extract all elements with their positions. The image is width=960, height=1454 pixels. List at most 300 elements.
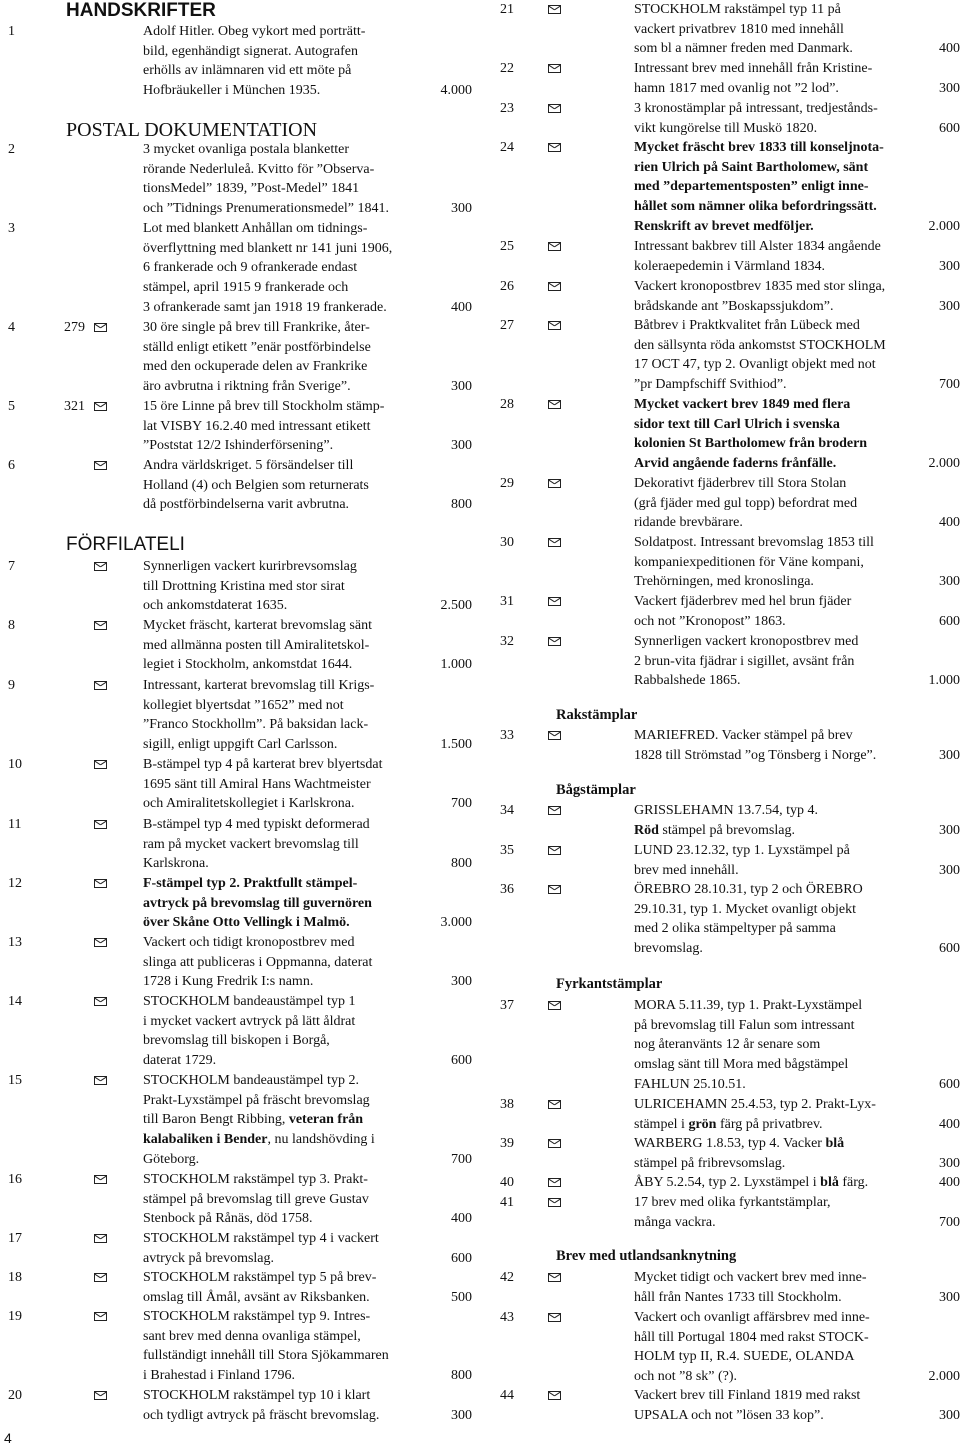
lot-price: 1.000 bbox=[928, 673, 960, 689]
description-line: daterat 1729. 600 bbox=[143, 1051, 480, 1071]
description-line: STOCKHOLM rakstämpel typ 5 på brev- bbox=[143, 1270, 377, 1285]
lot-number: 1 bbox=[8, 24, 15, 39]
lot-description bbox=[634, 632, 960, 691]
lot-number: 42 bbox=[500, 1270, 514, 1285]
lot-description bbox=[634, 592, 960, 631]
description-line: Mycket tidigt och vackert brev med inne- bbox=[634, 1270, 867, 1285]
envelope-icon bbox=[94, 760, 107, 769]
envelope-icon bbox=[548, 104, 561, 113]
description-line: 3 kronostämplar på intressant, tredjestånds- bbox=[634, 101, 878, 116]
description-line: ”Poststat 12/2 Ishinderförsening”. 300 bbox=[143, 436, 480, 456]
description-line: 3 mycket ovanliga postala blanketter bbox=[143, 142, 350, 157]
description-line: omslag sänt till Mora med bågstämpel bbox=[634, 1057, 849, 1073]
envelope-icon bbox=[94, 323, 107, 332]
description-line: legiet i Stockholm, ankomstdat 1644. 1.000 bbox=[143, 655, 480, 675]
description-line: 2 brun-vita fjädrar i sigillet, avsänt från bbox=[634, 653, 855, 669]
lot-price: 300 bbox=[939, 1289, 960, 1305]
lot-number: 39 bbox=[500, 1136, 514, 1151]
description-line: till Drottning Kristina med stor sirat bbox=[143, 578, 345, 594]
description-line: stämpel på brevomslag till greve Gustav bbox=[143, 1191, 369, 1207]
description-line: Intressant brev med innehåll från Kristine- bbox=[634, 61, 873, 76]
envelope-icon bbox=[548, 479, 561, 488]
description-line: i mycket vackert avtryck på lätt åldrat bbox=[143, 1013, 356, 1029]
envelope-icon bbox=[94, 1391, 107, 1400]
envelope-icon bbox=[548, 5, 561, 14]
lot-price: 400 bbox=[939, 515, 960, 531]
lot-description bbox=[143, 755, 480, 814]
description-line: bild, egenhändigt signerat. Autografen bbox=[143, 43, 358, 59]
envelope-icon bbox=[548, 637, 561, 646]
lot-description bbox=[634, 1095, 960, 1134]
lot-price: 2.000 bbox=[928, 1369, 960, 1385]
description-line: till Baron Bengt Ribbing, veteran från bbox=[143, 1112, 364, 1128]
description-line: WARBERG 1.8.53, typ 4. Vacker blå bbox=[634, 1136, 845, 1151]
lot-number: 3 bbox=[8, 221, 15, 236]
description-line: koleraepedemin i Värmland 1834. 300 bbox=[634, 257, 960, 277]
description-line: 29.10.31, typ 1. Mycket ovanligt objekt bbox=[634, 901, 857, 917]
lot-description bbox=[634, 1134, 960, 1173]
description-line: som bl a nämner freden med Danmark. 400 bbox=[634, 39, 960, 59]
envelope-icon bbox=[94, 1175, 107, 1184]
description-line: brev med innehåll. 300 bbox=[634, 861, 960, 881]
page-number: 4 bbox=[4, 1430, 12, 1446]
lot-description bbox=[634, 841, 960, 880]
lot-description bbox=[634, 277, 960, 316]
lot-number: 17 bbox=[8, 1231, 22, 1246]
description-line: Hofbräukeller i München 1935. 4.000 bbox=[143, 81, 480, 101]
lot-description bbox=[634, 996, 960, 1094]
description-line: och Amiralitetskollegiet i Karlskrona. 700 bbox=[143, 794, 480, 814]
lot-number: 14 bbox=[8, 994, 22, 1009]
description-line: Synnerligen vackert kurirbrevsomslag bbox=[143, 559, 357, 574]
lot-price: 600 bbox=[939, 613, 960, 629]
lot-description bbox=[143, 815, 480, 874]
lot-number: 19 bbox=[8, 1309, 22, 1324]
envelope-icon bbox=[94, 562, 107, 571]
lot-number: 9 bbox=[8, 678, 15, 693]
envelope-icon bbox=[548, 846, 561, 855]
description-line: ställd enligt etikett ”enär postförbindelse bbox=[143, 339, 371, 355]
description-line: 1695 sänt till Amiral Hans Wachtmeister bbox=[143, 776, 371, 792]
description-line: Röd stämpel på brevomslag. 300 bbox=[634, 821, 960, 841]
lot-number: 34 bbox=[500, 803, 514, 818]
description-line: sigill, enligt uppgift Carl Carlsson. 1.500 bbox=[143, 735, 480, 755]
lot-number: 4 bbox=[8, 320, 15, 335]
envelope-icon bbox=[548, 597, 561, 606]
envelope-icon bbox=[94, 621, 107, 630]
envelope-icon bbox=[548, 321, 561, 330]
description-line: hamn 1817 med ovanlig not ”2 lod”. 300 bbox=[634, 79, 960, 99]
lot-description bbox=[634, 880, 960, 959]
envelope-icon bbox=[94, 997, 107, 1006]
lot-price: 400 bbox=[451, 299, 472, 315]
description-line: och ”Tidnings Prenumerationsmedel” 1841. 300 bbox=[143, 199, 480, 219]
section-heading-postal-dokumentation: POSTAL DOKUMENTATION bbox=[66, 119, 318, 141]
description-line: STOCKHOLM rakstämpel typ 10 i klart bbox=[143, 1388, 371, 1403]
description-line: Holland (4) och Belgien som returnerats bbox=[143, 477, 369, 493]
lot-number: 23 bbox=[500, 101, 514, 116]
lot-number: 13 bbox=[8, 935, 22, 950]
description-line: sant brev med denna ovanliga stämpel, bbox=[143, 1328, 361, 1344]
envelope-icon bbox=[94, 938, 107, 947]
lot-description bbox=[634, 474, 960, 533]
catalogue-number: 279 bbox=[64, 320, 85, 335]
lot-number: 32 bbox=[500, 634, 514, 649]
section-heading-handskrifter: HANDSKRIFTER bbox=[66, 0, 216, 21]
envelope-icon bbox=[548, 143, 561, 152]
description-line: MARIEFRED. Vacker stämpel på brev bbox=[634, 728, 853, 743]
lot-price: 2.000 bbox=[928, 218, 960, 234]
description-line: och tydligt avtryck på fräscht brevomslag. 300 bbox=[143, 1406, 480, 1426]
lot-price: 800 bbox=[451, 856, 472, 872]
lot-description bbox=[634, 395, 960, 474]
envelope-icon bbox=[548, 1139, 561, 1148]
description-line: ridande brevbärare. 400 bbox=[634, 513, 960, 533]
description-line: Båtbrev i Praktkvalitet från Lübeck med bbox=[634, 318, 860, 333]
envelope-icon bbox=[548, 1001, 561, 1010]
description-line: tionsMedel” 1839, ”Post-Medel” 1841 bbox=[143, 181, 360, 197]
lot-description bbox=[634, 1308, 960, 1387]
description-line: STOCKHOLM rakstämpel typ 9. Intres- bbox=[143, 1309, 371, 1324]
envelope-icon bbox=[548, 400, 561, 409]
description-line: LUND 23.12.32, typ 1. Lyxstämpel på bbox=[634, 843, 850, 858]
description-line: F-stämpel typ 2. Praktfullt stämpel- bbox=[143, 876, 358, 891]
envelope-icon bbox=[94, 1076, 107, 1085]
lot-description bbox=[143, 933, 480, 992]
lot-description bbox=[634, 59, 960, 98]
lot-price: 300 bbox=[451, 1407, 472, 1423]
description-line: sidor text till Carl Ulrich i svenska bbox=[634, 416, 840, 432]
description-line: äro avbrutna i riktning från Sverige”. 300 bbox=[143, 377, 480, 397]
description-line: ÖREBRO 28.10.31, typ 2 och ÖREBRO bbox=[634, 882, 863, 897]
description-line: STOCKHOLM bandeaustämpel typ 1 bbox=[143, 994, 356, 1009]
lot-number: 37 bbox=[500, 998, 514, 1013]
lot-price: 700 bbox=[451, 796, 472, 812]
lot-number: 7 bbox=[8, 559, 15, 574]
description-line: brådskande ant ”Boskapssjukdom”. 300 bbox=[634, 297, 960, 317]
lot-description bbox=[143, 1386, 480, 1425]
envelope-icon bbox=[548, 538, 561, 547]
lot-price: 2.500 bbox=[440, 598, 472, 614]
description-line: Andra världskriget. 5 försändelser till bbox=[143, 458, 354, 473]
lot-price: 300 bbox=[451, 201, 472, 217]
lot-description bbox=[634, 237, 960, 276]
description-line: HOLM typ II, R.4. SUEDE, OLANDA bbox=[634, 1349, 855, 1365]
lot-number: 25 bbox=[500, 239, 514, 254]
lot-description bbox=[634, 99, 960, 138]
lot-number: 41 bbox=[500, 1195, 514, 1210]
lot-description bbox=[634, 1173, 960, 1193]
description-line: med 2 olika stämpeltyper på samma bbox=[634, 921, 836, 937]
lot-price: 300 bbox=[939, 574, 960, 590]
description-line: ”Franco Stockhollm”. På baksidan lack- bbox=[143, 717, 369, 733]
lot-description bbox=[143, 992, 480, 1071]
envelope-icon bbox=[94, 879, 107, 888]
lot-price: 600 bbox=[939, 1076, 960, 1092]
description-line: med ”departementsposten” enligt inne- bbox=[634, 179, 869, 195]
description-line: med allmänna posten till Amiralitetskol- bbox=[143, 637, 370, 653]
description-line: Rabbalshede 1865. 1.000 bbox=[634, 671, 960, 691]
lot-price: 300 bbox=[939, 298, 960, 314]
lot-price: 800 bbox=[451, 497, 472, 513]
description-line: med den ockuperade delen av Frankrike bbox=[143, 359, 368, 375]
description-line: stämpel på fribrevsomslag. 300 bbox=[634, 1154, 960, 1174]
description-line: 3 ofrankerade samt jan 1918 19 frankerade. 400 bbox=[143, 298, 480, 318]
lot-description bbox=[143, 1268, 480, 1307]
description-line: kalabaliken i Bender, nu landshövding i bbox=[143, 1132, 375, 1148]
description-line: rörande Nederluleå. Kvitto för ”Observa- bbox=[143, 161, 375, 177]
lot-price: 700 bbox=[451, 1151, 472, 1167]
lot-number: 11 bbox=[8, 817, 22, 832]
description-line: över Skåne Otto Vellingk i Malmö. 3.000 bbox=[143, 913, 480, 933]
description-line: lat VISBY 16.2.40 med intressant etikett bbox=[143, 418, 371, 434]
envelope-icon bbox=[548, 806, 561, 815]
description-line: ram på mycket vackert brevomslag till bbox=[143, 836, 359, 852]
lot-number: 18 bbox=[8, 1270, 22, 1285]
subheading-bagstamplar: Bågstämplar bbox=[556, 782, 636, 798]
lot-description bbox=[143, 616, 480, 675]
lot-description bbox=[143, 1071, 480, 1169]
description-line: STOCKHOLM rakstämpel typ 3. Prakt- bbox=[143, 1172, 368, 1187]
lot-price: 600 bbox=[451, 1053, 472, 1069]
lot-price: 300 bbox=[939, 80, 960, 96]
lot-price: 400 bbox=[939, 1175, 960, 1190]
description-line: då postförbindelserna varit avbrutna. 800 bbox=[143, 495, 480, 515]
description-line: 30 öre single på brev till Frankrike, åter- bbox=[143, 320, 370, 335]
description-line: ULRICEHAMN 25.4.53, typ 2. Prakt-Lyx- bbox=[634, 1097, 876, 1112]
envelope-icon bbox=[548, 885, 561, 894]
description-line: Mycket vackert brev 1849 med flera bbox=[634, 397, 851, 412]
lot-description bbox=[143, 219, 480, 317]
description-line: stämpel i grön färg på privatbrev. 400 bbox=[634, 1115, 960, 1135]
description-line: Vackert och ovanligt affärsbrev med inne- bbox=[634, 1310, 870, 1325]
lot-number: 43 bbox=[500, 1310, 514, 1325]
lot-description bbox=[143, 557, 480, 616]
lot-price: 300 bbox=[451, 379, 472, 395]
lot-number: 44 bbox=[500, 1388, 514, 1403]
lot-number: 8 bbox=[8, 618, 15, 633]
lot-price: 600 bbox=[939, 941, 960, 957]
description-line: erhölls av inlämnaren vid ett möte på bbox=[143, 63, 352, 79]
lot-description bbox=[634, 1268, 960, 1307]
description-line: avtryck på brevomslag. 600 bbox=[143, 1249, 480, 1269]
lot-description bbox=[634, 1193, 960, 1232]
lot-description bbox=[143, 676, 480, 755]
description-line: håll till Portugal 1804 med rakst STOCK- bbox=[634, 1329, 869, 1345]
envelope-icon bbox=[548, 731, 561, 740]
lot-description bbox=[143, 1229, 480, 1268]
description-line: Trehörningen, med kronoslinga. 300 bbox=[634, 572, 960, 592]
lot-price: 400 bbox=[939, 41, 960, 57]
lot-price: 1.500 bbox=[440, 737, 472, 753]
description-line: 1728 i Kung Fredrik I:s namn. 300 bbox=[143, 972, 480, 992]
envelope-icon bbox=[548, 242, 561, 251]
lot-description bbox=[634, 316, 960, 395]
lot-description bbox=[634, 138, 960, 236]
lot-number: 10 bbox=[8, 757, 22, 772]
subheading-fyrkantstamplar: Fyrkantstämplar bbox=[556, 976, 663, 992]
description-line: UPSALA och not ”lösen 33 kop”. 300 bbox=[634, 1406, 960, 1426]
description-line: Soldatpost. Intressant brevomslag 1853 till bbox=[634, 535, 874, 550]
lot-number: 21 bbox=[500, 2, 514, 17]
description-line: på brevomslag till Falun som intressant bbox=[634, 1017, 855, 1033]
lot-number: 12 bbox=[8, 876, 22, 891]
lot-number: 20 bbox=[8, 1388, 22, 1403]
envelope-icon bbox=[94, 681, 107, 690]
envelope-icon bbox=[94, 1234, 107, 1243]
description-line: Karlskrona. 800 bbox=[143, 854, 480, 874]
lot-price: 2.000 bbox=[928, 456, 960, 472]
lot-description bbox=[143, 1170, 480, 1229]
description-line: 15 öre Linne på brev till Stockholm stämp- bbox=[143, 399, 385, 414]
description-line: Synnerligen vackert kronopostbrev med bbox=[634, 634, 859, 649]
lot-price: 300 bbox=[939, 1155, 960, 1171]
lot-number: 22 bbox=[500, 61, 514, 76]
description-line: fullständigt innehåll till Stora Sjökammaren bbox=[143, 1348, 389, 1364]
envelope-icon bbox=[94, 402, 107, 411]
lot-price: 300 bbox=[939, 862, 960, 878]
description-line: hållet som nämner olika befordringssätt. bbox=[634, 199, 877, 215]
lot-number: 26 bbox=[500, 279, 514, 294]
envelope-icon bbox=[94, 1273, 107, 1282]
envelope-icon bbox=[548, 1313, 561, 1322]
lot-description bbox=[143, 397, 480, 456]
description-line: och ankomstdaterat 1635. 2.500 bbox=[143, 596, 480, 616]
envelope-icon bbox=[548, 64, 561, 73]
description-line: (grå fjäder med gul topp) befordrat med bbox=[634, 495, 858, 511]
lot-number: 29 bbox=[500, 476, 514, 491]
description-line: och not ”Kronopost” 1863. 600 bbox=[634, 612, 960, 632]
lot-price: 700 bbox=[939, 377, 960, 393]
lot-number: 24 bbox=[500, 140, 514, 155]
lot-number: 2 bbox=[8, 142, 15, 157]
subheading-rakstamplar: Rakstämplar bbox=[556, 707, 638, 723]
envelope-icon bbox=[548, 1273, 561, 1282]
description-line: vackert privatbrev 1810 med innehåll bbox=[634, 21, 844, 37]
description-line: FAHLUN 25.10.51. 600 bbox=[634, 1075, 960, 1095]
description-line: Vackert fjäderbrev med hel brun fjäder bbox=[634, 594, 852, 609]
lot-number: 40 bbox=[500, 1175, 514, 1190]
description-line: Stenbock på Rånäs, död 1758. 400 bbox=[143, 1209, 480, 1229]
lot-price: 300 bbox=[451, 438, 472, 454]
description-line: kollegiet blyertsdat ”1652” med not bbox=[143, 697, 344, 713]
lot-description bbox=[143, 1307, 480, 1386]
description-line: i Brahestad i Finland 1796. 800 bbox=[143, 1366, 480, 1386]
description-line: Mycket fräscht brev 1833 till konseljnota- bbox=[634, 140, 884, 155]
lot-price: 300 bbox=[939, 258, 960, 274]
envelope-icon bbox=[94, 1312, 107, 1321]
lot-number: 35 bbox=[500, 843, 514, 858]
description-line: slinga att publiceras i Oppmanna, daterat bbox=[143, 954, 373, 970]
lot-description bbox=[634, 1386, 960, 1425]
lot-price: 600 bbox=[451, 1250, 472, 1266]
lot-description bbox=[143, 874, 480, 933]
description-line: GRISSLEHAMN 13.7.54, typ 4. bbox=[634, 803, 818, 818]
lot-number: 5 bbox=[8, 399, 15, 414]
lot-price: 300 bbox=[939, 822, 960, 838]
description-line: 1828 till Strömstad ”og Tönsberg i Norge”. 300 bbox=[634, 746, 960, 766]
description-line: stämpel, april 1915 9 frankerade och bbox=[143, 280, 349, 296]
description-line: kolonien St Bartholomew från brodern bbox=[634, 436, 868, 452]
description-line: Prakt-Lyxstämpel på fräscht brevomslag bbox=[143, 1092, 370, 1108]
envelope-icon bbox=[94, 820, 107, 829]
description-line: Adolf Hitler. Obeg vykort med porträtt- bbox=[143, 24, 366, 39]
description-line: Renskrift av brevet medföljer. 2.000 bbox=[634, 217, 960, 237]
catalogue-number: 321 bbox=[64, 399, 85, 414]
description-line: kompaniexpeditionen för Väne kompani, bbox=[634, 554, 864, 570]
lot-description bbox=[634, 726, 960, 765]
description-line: många vackra. 700 bbox=[634, 1213, 960, 1233]
lot-number: 38 bbox=[500, 1097, 514, 1112]
lot-price: 400 bbox=[939, 1116, 960, 1132]
description-line: MORA 5.11.39, typ 1. Prakt-Lyxstämpel bbox=[634, 998, 863, 1013]
description-line: omslag till Åmål, avsänt av Riksbanken. 500 bbox=[143, 1288, 480, 1308]
lot-number: 6 bbox=[8, 458, 15, 473]
lot-description bbox=[634, 801, 960, 840]
description-line: vikt kungörelse till Muskö 1820. 600 bbox=[634, 119, 960, 139]
description-line: ÅBY 5.2.54, typ 2. Lyxstämpel i blå färg. 400 bbox=[634, 1173, 960, 1193]
description-line: brevomslag till biskopen i Borgå, bbox=[143, 1033, 330, 1049]
envelope-icon bbox=[94, 461, 107, 470]
envelope-icon bbox=[548, 282, 561, 291]
section-heading-forfilateli: FÖRFILATELI bbox=[66, 534, 185, 555]
description-line: Vackert och tidigt kronopostbrev med bbox=[143, 935, 355, 950]
description-line: STOCKHOLM rakstämpel typ 11 på bbox=[634, 2, 841, 17]
lot-description bbox=[143, 456, 480, 515]
description-line: brevomslag. 600 bbox=[634, 939, 960, 959]
lot-description bbox=[634, 533, 960, 592]
description-line: Arvid angående faderns frånfälle. 2.000 bbox=[634, 454, 960, 474]
lot-number: 36 bbox=[500, 882, 514, 897]
lot-price: 300 bbox=[451, 974, 472, 990]
lot-number: 31 bbox=[500, 594, 514, 609]
lot-number: 28 bbox=[500, 397, 514, 412]
description-line: håll från Nantes 1733 till Stockholm. 300 bbox=[634, 1288, 960, 1308]
lot-price: 300 bbox=[939, 1407, 960, 1423]
description-line: nog återanvänts 12 år senare som bbox=[634, 1037, 821, 1053]
description-line: Lot med blankett Anhållan om tidnings- bbox=[143, 221, 368, 236]
lot-description bbox=[143, 22, 480, 101]
lot-price: 300 bbox=[939, 747, 960, 763]
lot-description bbox=[143, 140, 480, 219]
envelope-icon bbox=[548, 1198, 561, 1207]
description-line: STOCKHOLM bandeaustämpel typ 2. bbox=[143, 1073, 359, 1088]
description-line: 17 brev med olika fyrkantstämplar, bbox=[634, 1195, 831, 1210]
description-line: Vackert brev till Finland 1819 med rakst bbox=[634, 1388, 861, 1403]
lot-description bbox=[143, 318, 480, 397]
description-line: avtryck på brevomslag till guvernören bbox=[143, 895, 372, 911]
description-line: B-stämpel typ 4 på karterat brev blyertsdat bbox=[143, 757, 383, 772]
envelope-icon bbox=[548, 1100, 561, 1109]
lot-number: 30 bbox=[500, 535, 514, 550]
description-line: Dekorativt fjäderbrev till Stora Stolan bbox=[634, 476, 847, 491]
description-line: ”pr Dampfschiff Svithiod”. 700 bbox=[634, 375, 960, 395]
description-line: överflyttning med blankett nr 141 juni 1906, bbox=[143, 240, 393, 256]
subheading-brev-med-utlandsanknytning: Brev med utlandsanknytning bbox=[556, 1248, 737, 1264]
lot-number: 33 bbox=[500, 728, 514, 743]
description-line: Vackert kronopostbrev 1835 med stor slinga, bbox=[634, 279, 886, 294]
lot-number: 16 bbox=[8, 1172, 22, 1187]
description-line: B-stämpel typ 4 med typiskt deformerad bbox=[143, 817, 370, 832]
lot-price: 3.000 bbox=[440, 915, 472, 931]
lot-description bbox=[634, 0, 960, 59]
description-line: 6 frankerade och 9 ofrankerade endast bbox=[143, 260, 358, 276]
description-line: Göteborg. 700 bbox=[143, 1150, 480, 1170]
description-line: Intressant bakbrev till Alster 1834 angående bbox=[634, 239, 881, 254]
lot-price: 1.000 bbox=[440, 657, 472, 673]
description-line: den sällsynta röda ankomstst STOCKHOLM bbox=[634, 337, 886, 353]
description-line: och not ”8 sk” (?). 2.000 bbox=[634, 1367, 960, 1387]
